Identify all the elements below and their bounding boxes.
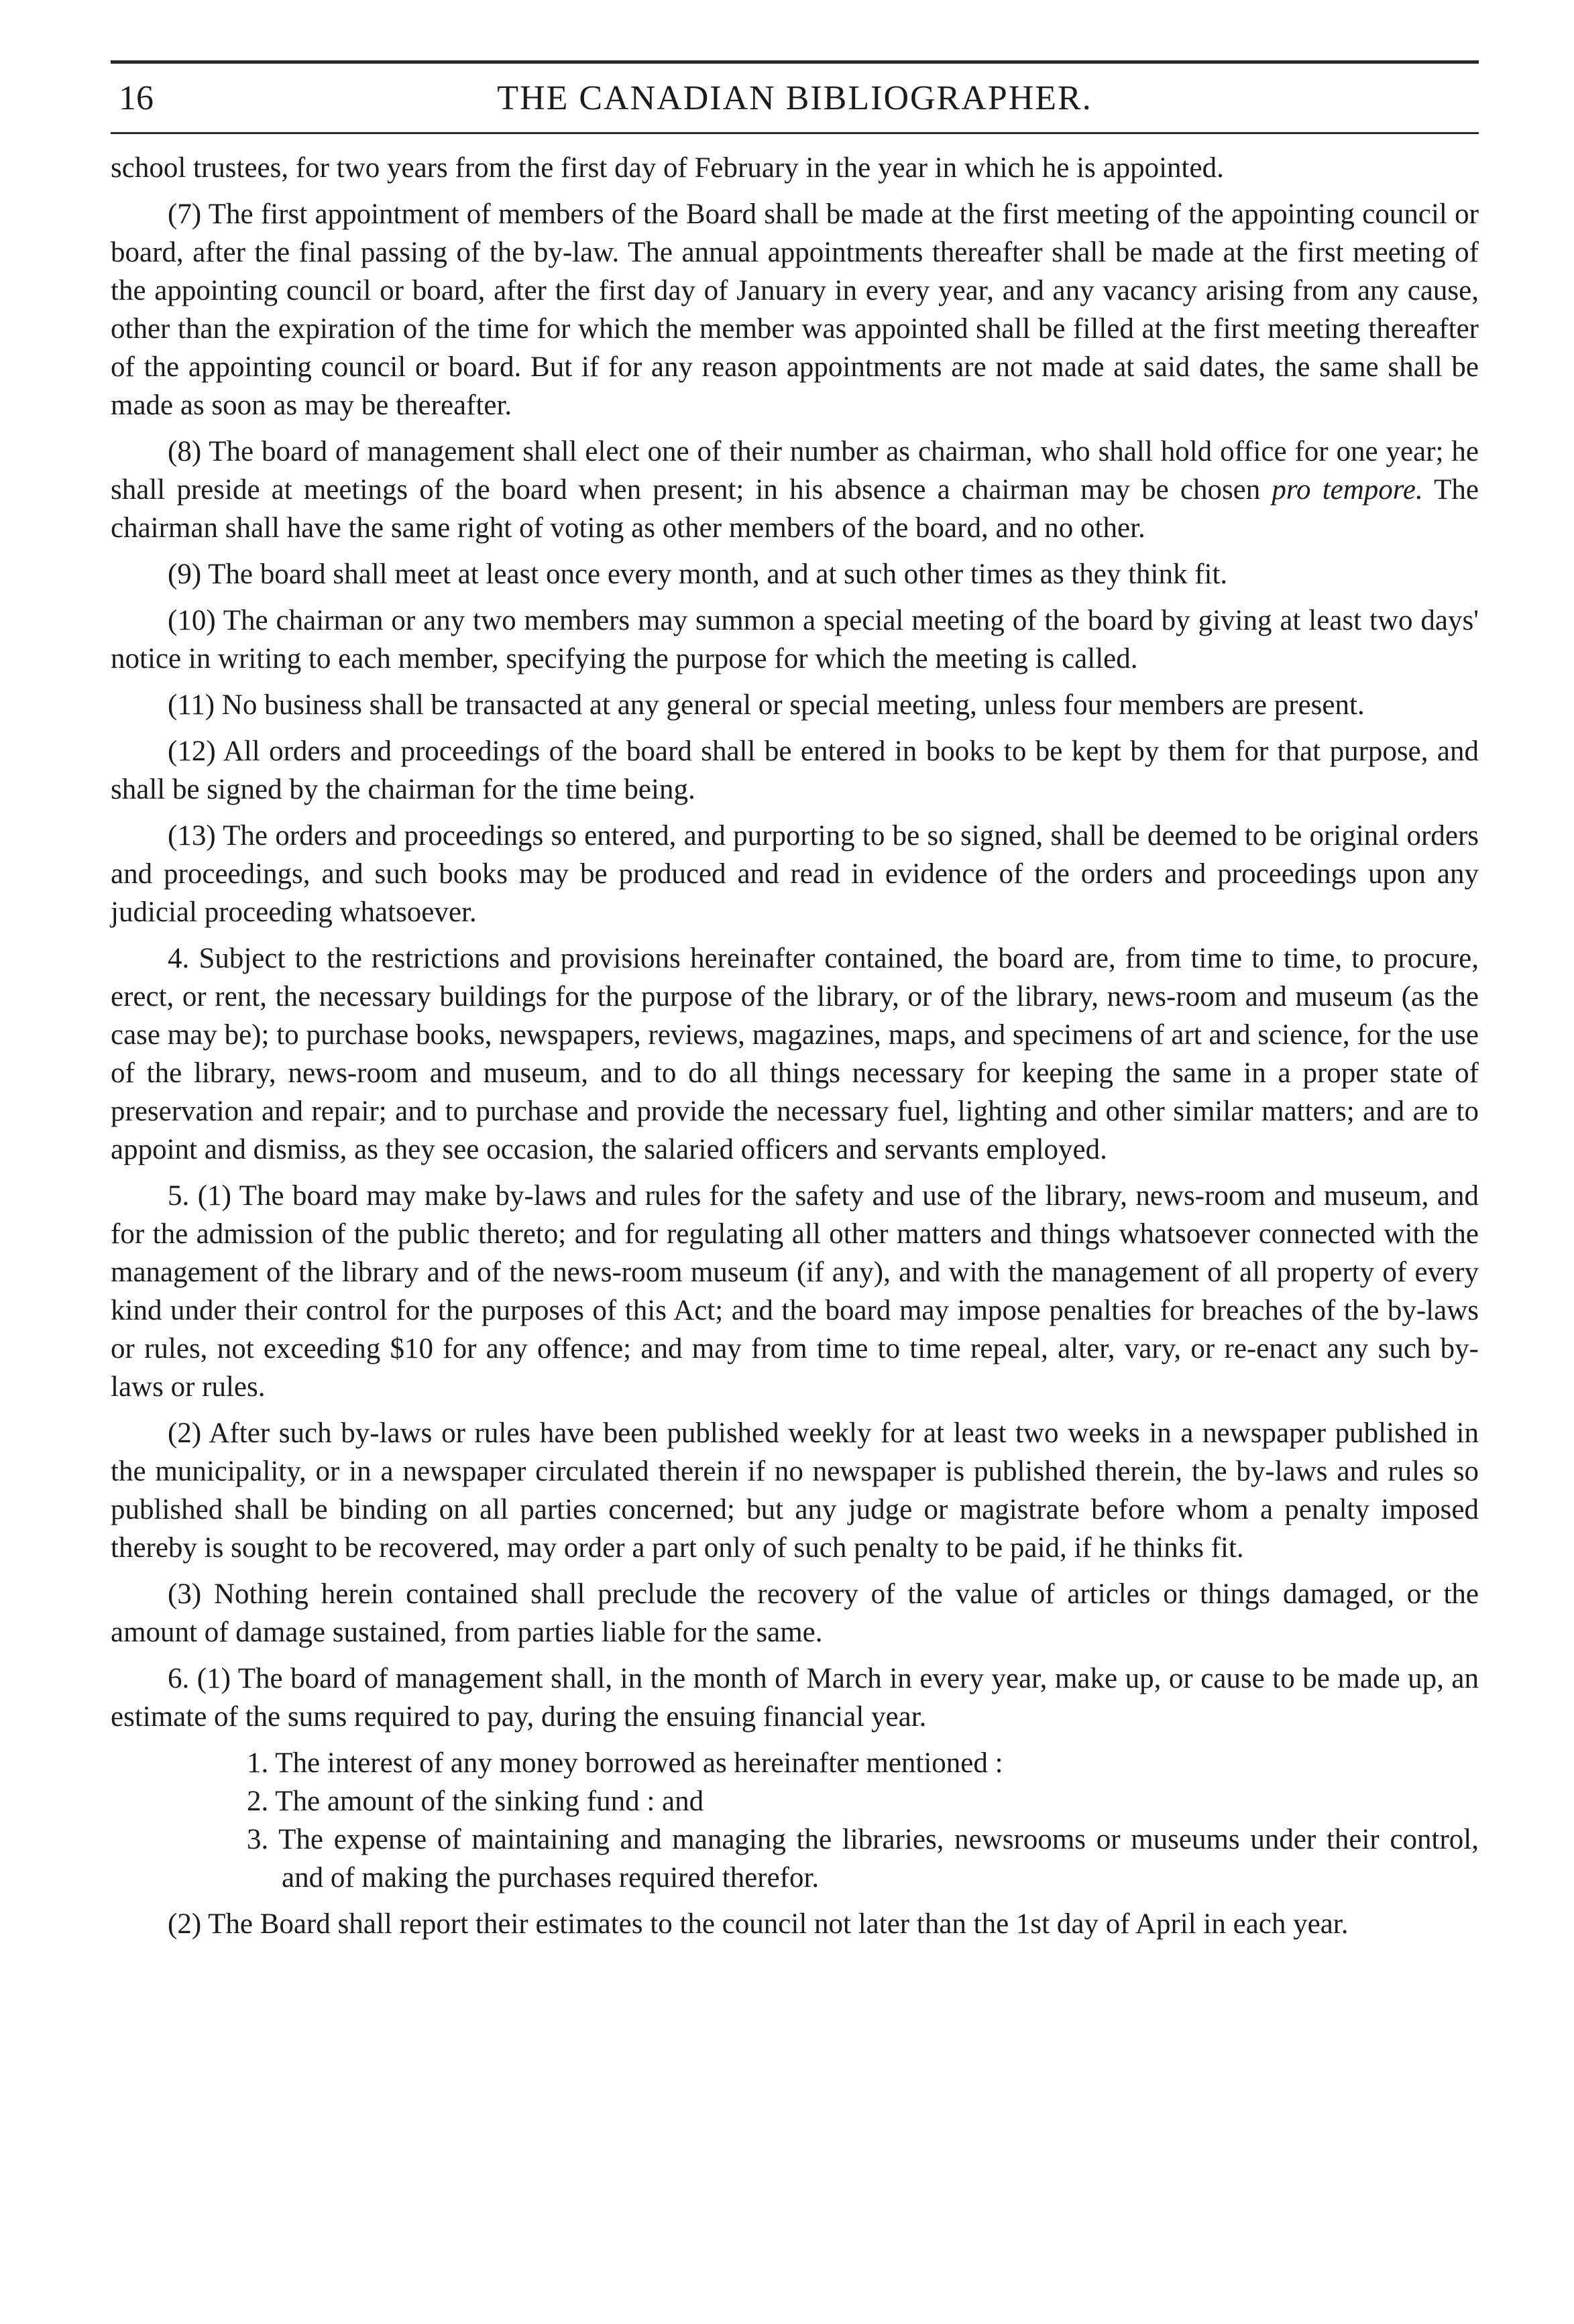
paragraph-10: (10) The chairman or any two members may summon a special meeting of the board by giving at least two days' notice in writing to each member, specifying the purpose for which the meeting is called. <box>111 605 1479 675</box>
section-5-2: (2) After such by-laws or rules have been published weekly for at least two weeks in a newspaper published in the municipality, or in a newspaper circulated therein if no newspaper is published therein, the by-laws and rules so published shall be binding on all parties concerned; but any judge or magistrate before whom a penalty imposed thereby is sought to be recovered, may order a part only of such penalty to be paid, if he thinks fit. <box>111 1417 1479 1564</box>
paragraph-continuation: school trustees, for two years from the first day of February in the year in which he is appointed. <box>111 152 1224 184</box>
section-6-2: (2) The Board shall report their estimates to the council not later than the 1st day of April in each year. <box>168 1908 1349 1940</box>
page-number: 16 <box>119 79 154 117</box>
list-item: 2. The amount of the sinking fund : and <box>247 1786 704 1817</box>
list-item: 3. The expense of maintaining and managing the libraries, newsrooms or museums under their control, and of making the purchases required therefor. <box>247 1824 1479 1894</box>
paragraph-9: (9) The board shall meet at least once every month, and at such other times as they think fit. <box>168 559 1228 590</box>
paragraph-13: (13) The orders and proceedings so entered, and purporting to be so signed, shall be deemed to be original orders and proceedings, and such books may be produced and read in evidence of the orders and proceedings upon any judicial proceeding whatsoever. <box>111 820 1479 928</box>
paragraph-11: (11) No business shall be transacted at any general or special meeting, unless four members are present. <box>168 689 1365 721</box>
body-text <box>111 149 1479 1943</box>
section-5-1: 5. (1) The board may make by-laws and rules for the safety and use of the library, news-room and museum, and for the admission of the public thereto; and for regulating all other matters and things whatsoever connected with the management of the library and of the news-room museum (if any), and with the management of all property of every kind under their control for the purposes of this Act; and the board may impose penalties for breaches of the by-laws or rules, not exceeding $10 for any offence; and may from time to time repeal, alter, vary, or re-enact any such by-laws or rules. <box>111 1180 1479 1403</box>
top-rule <box>111 60 1479 64</box>
section-6-1: 6. (1) The board of management shall, in the month of March in every year, make up, or cause to be made up, an estimate of the sums required to pay, during the ensuing financial year. <box>111 1663 1479 1733</box>
paragraph-7: (7) The first appointment of members of the Board shall be made at the first meeting of the appointing council or board, after the final passing of the by-law. The annual appointments thereafter shall be made at the first meeting of the appointing council or board, after the first day of January in every year, and any vacancy arising from any cause, other than the expiration of the time for which the member was appointed shall be filled at the first meeting thereafter of the appointing council or board. But if for any reason appointments are not made at said dates, the same shall be made as soon as may be thereafter. <box>111 198 1479 421</box>
running-head <box>111 76 1479 123</box>
paragraph-12: (12) All orders and proceedings of the board shall be entered in books to be kept by them for that purpose, and shall be signed by the chairman for the time being. <box>111 736 1479 805</box>
head-rule <box>111 132 1479 134</box>
list-item: 1. The interest of any money borrowed as hereinafter mentioned : <box>247 1747 1003 1779</box>
running-title: THE CANADIAN BIBLIOGRAPHER. <box>497 79 1092 117</box>
book-page <box>111 60 1479 1951</box>
section-5-3: (3) Nothing herein contained shall preclude the recovery of the value of articles or things damaged, or the amount of damage sustained, from parties liable for the same. <box>111 1578 1479 1648</box>
paragraph-8-text-before: (8) The board of management shall elect one of their number as chairman, who shall hold office for one year; he shall preside at meetings of the board when present; in his absence a chairman may be chosen <box>111 436 1479 506</box>
estimate-items-list <box>111 1744 1479 1897</box>
section-4: 4. Subject to the restrictions and provisions hereinafter contained, the board are, from time to time, to procure, erect, or rent, the necessary buildings for the purpose of the library, or of the library, news-room and museum (as the case may be); to purchase books, newspapers, reviews, magazines, maps, and specimens of art and science, for the use of the library, news-room and museum, and to do all things necessary for keeping the same in a proper state of preservation and repair; and to purchase and provide the necessary fuel, lighting and other similar matters; and are to appoint and dismiss, as they see occasion, the salaried officers and servants employed. <box>111 943 1479 1165</box>
paragraph-8-text-after: The chairman shall have the same right of voting as other members of the board, and no other. <box>111 474 1479 544</box>
paragraph-8-italic-phrase: pro tempore. <box>1272 474 1423 506</box>
paragraph-8 <box>111 432 1479 547</box>
